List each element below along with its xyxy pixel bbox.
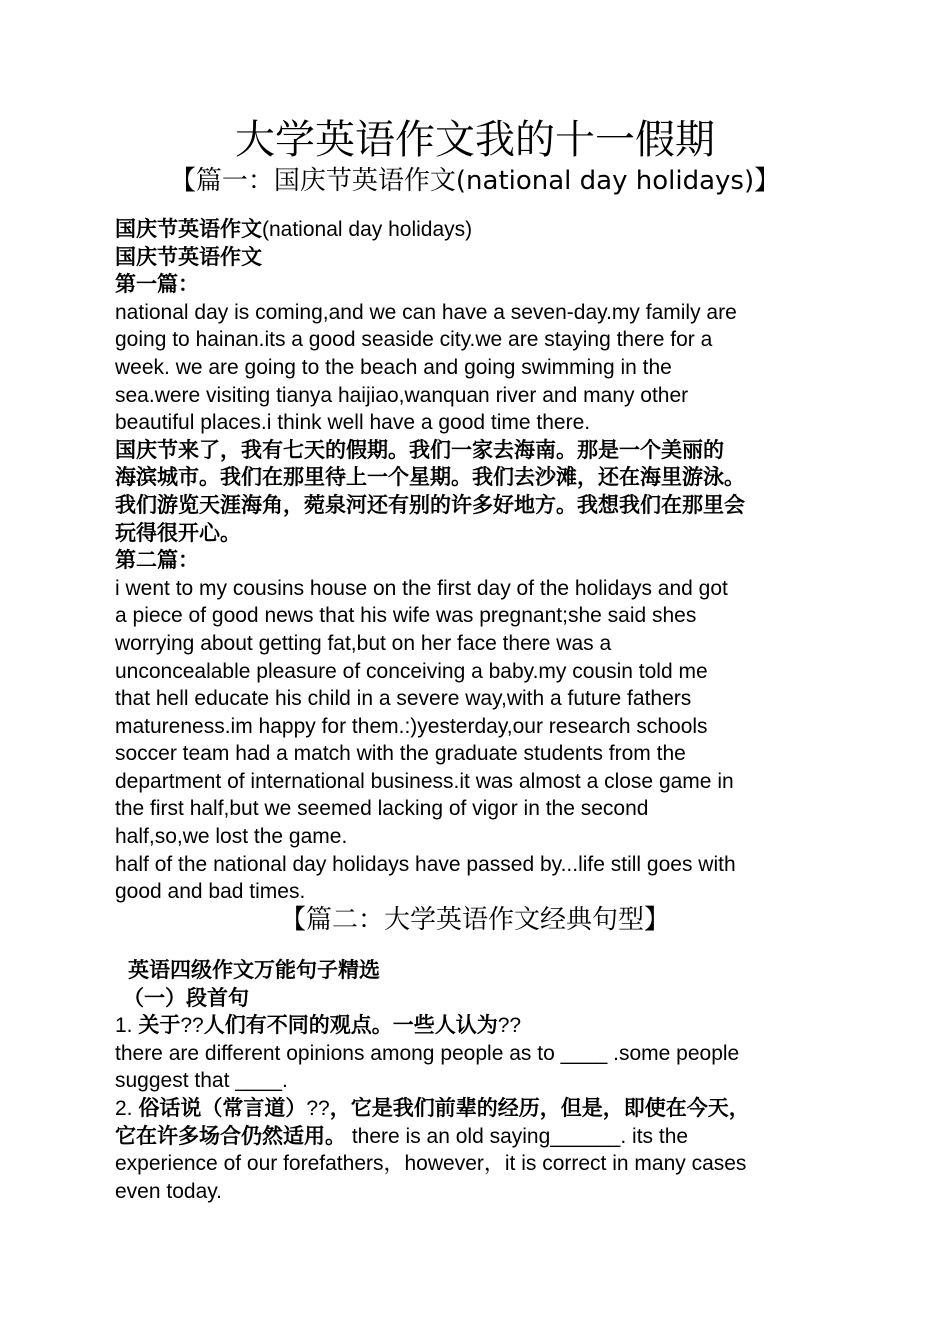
item-number: 2. (115, 1096, 139, 1120)
section-heading-2: 【篇二：大学英语作文经典句型】 (279, 905, 670, 935)
paragraph-line: even today. (115, 1179, 223, 1203)
item-placeholder: ?? (306, 1096, 330, 1120)
item-2-line-2 (115, 1123, 840, 1151)
paragraph-line: i went to my cousins house on the first day of the holidays and got (115, 576, 728, 600)
paragraph-line-cn: 玩得很开心。 (115, 521, 241, 545)
item-text-cn: 俗话说（常言道） (138, 1096, 307, 1120)
paragraph-line: soccer team had a match with the graduate students from the (115, 742, 686, 766)
item-placeholder: ?? (180, 1014, 204, 1038)
part-1-heading: 第一篇： (115, 273, 199, 297)
section-2-subheading: （一）段首句 (123, 986, 249, 1010)
paragraph-line-cn: 海滨城市。我们在那里待上一个星期。我们去沙滩，还在海里游泳。 (115, 466, 745, 490)
paragraph-line-cn: 我们游览天涯海角，菀泉河还有别的许多好地方。我想我们在那里会 (115, 493, 745, 517)
essay-label-en: (national day holidays) (262, 218, 473, 241)
item-placeholder: ?? (497, 1014, 522, 1038)
paragraph-line: sea.were visiting tianya haijiao,wanquan river and many other (115, 383, 689, 407)
part-2-heading: 第二篇： (115, 549, 199, 573)
paragraph-line: week. we are going to the beach and going swimming in the (115, 355, 672, 379)
item-text-cn: 人们有不同的观点。一些人认为 (203, 1014, 498, 1038)
paragraph-line: matureness.im happy for them.:)yesterday,our research schools (115, 714, 708, 738)
section-2-body (115, 957, 840, 1205)
paragraph-line: suggest that ____. (115, 1069, 288, 1093)
item-text-en: there is an old saying______. its the (346, 1124, 689, 1148)
paragraph-line: the first half,but we seemed lacking of vigor in the second (115, 797, 649, 821)
section-heading-1: 【篇一：国庆节英语作文(national day holidays)】 (169, 166, 781, 196)
item-1-title (115, 1012, 840, 1040)
paragraph-line: worrying about getting fat,but on her face there was a (115, 631, 612, 655)
paragraph-line: a piece of good news that his wife was pregnant;she said shes (115, 604, 697, 628)
item-text-cn: ，它是我们前辈的经历，但是，即使在今天， (329, 1096, 750, 1120)
item-number: 1. (115, 1014, 139, 1038)
paragraph-line: half of the national day holidays have passed by...life still goes with (115, 852, 736, 876)
page-title: 大学英语作文我的十一假期 (235, 117, 715, 163)
paragraph-line: going to hainan.its a good seaside city.we are staying there for a (115, 328, 713, 352)
paragraph-line: that hell educate his child in a severe way,with a future fathers (115, 687, 692, 711)
essay-label (115, 216, 840, 244)
paragraph-line: unconcealable pleasure of conceiving a baby.my cousin told me (115, 659, 708, 683)
paragraph-line: experience of our forefathers，however，it is correct in many cases (115, 1152, 747, 1176)
section-2-subtitle: 英语四级作文万能句子精选 (128, 959, 380, 982)
paragraph-line: department of international business.it was almost a close game in (115, 769, 734, 793)
paragraph-line: beautiful places.i think well have a good time there. (115, 411, 591, 435)
paragraph-line: there are different opinions among people as to ____ .some people (115, 1041, 740, 1065)
essay-label-cn: 国庆节英语作文 (115, 218, 262, 241)
paragraph-line: half,so,we lost the game. (115, 825, 348, 849)
paragraph-line: good and bad times. (115, 880, 306, 904)
item-text-cn: 关于 (138, 1014, 181, 1038)
paragraph-line: national day is coming,and we can have a seven-day.my family are (115, 300, 737, 324)
item-text-cn: 它在许多场合仍然适用。 (115, 1124, 346, 1148)
item-2-title (115, 1095, 840, 1123)
section-1-body (115, 216, 840, 906)
paragraph-line-cn: 国庆节来了，我有七天的假期。我们一家去海南。那是一个美丽的 (115, 438, 724, 462)
essay-subtitle: 国庆节英语作文 (115, 245, 262, 269)
